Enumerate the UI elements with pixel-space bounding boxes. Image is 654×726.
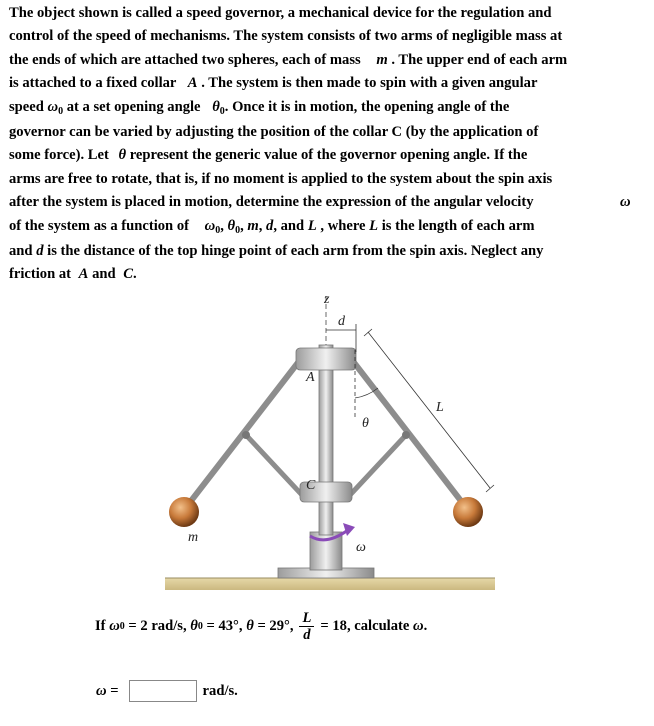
- denominator: d: [303, 627, 311, 643]
- var-m: m: [376, 51, 388, 68]
- text: and: [92, 266, 116, 283]
- text: .: [423, 618, 428, 634]
- var-theta: θ: [227, 217, 236, 234]
- numerator: L: [299, 610, 314, 627]
- var-m: m: [247, 217, 259, 234]
- problem-line: [9, 144, 649, 167]
- text: If: [95, 618, 106, 634]
- text: control of the speed of mechanisms. The system consists of two arms of negligible mass at: [9, 28, 563, 45]
- text: is the length of each arm: [381, 217, 535, 234]
- text: at a set opening angle: [66, 98, 201, 115]
- left-joint: [242, 431, 250, 439]
- text: is the distance of the top hinge point of each arm from the spin axis. Neglect any: [47, 242, 544, 259]
- spin-shaft: [319, 345, 333, 535]
- omega-arrowhead: [343, 523, 355, 536]
- label-d: d: [338, 314, 345, 329]
- label-A: A: [306, 370, 315, 385]
- text: ,: [240, 217, 248, 234]
- left-sphere: [169, 497, 199, 527]
- var-theta: θ: [190, 618, 198, 634]
- theta0-value: = 43°,: [206, 618, 243, 634]
- governor-diagram: [150, 290, 510, 610]
- problem-line: [9, 191, 649, 214]
- problem-line: [9, 121, 649, 144]
- omega0-value: = 2 rad/s,: [128, 618, 187, 634]
- text: , and: [273, 217, 308, 234]
- text: and: [9, 242, 33, 259]
- L-over-d-fraction: [299, 610, 314, 643]
- var-omega: ω: [620, 194, 631, 211]
- text: represent the generic value of the governor opening angle. If the: [129, 147, 528, 164]
- var-L: L: [369, 217, 379, 234]
- omega-answer-input[interactable]: [129, 680, 197, 702]
- label-theta: θ: [362, 416, 369, 431]
- equals: =: [110, 682, 119, 699]
- text: , where: [320, 217, 366, 234]
- text: speed: [9, 98, 44, 115]
- right-joint: [402, 431, 410, 439]
- problem-line: [9, 2, 649, 25]
- text: after the system is placed in motion, determine the expression of the angular velocity: [9, 194, 534, 211]
- text: of the system as a function of: [9, 217, 189, 234]
- text: friction at: [9, 266, 72, 283]
- L-tick-bottom: [486, 485, 494, 492]
- problem-line: [9, 168, 649, 191]
- var-omega: ω: [47, 98, 59, 115]
- ratio-value: = 18, calculate: [320, 618, 410, 634]
- problem-line: [9, 25, 649, 48]
- subscript: 0: [197, 621, 203, 632]
- label-omega: ω: [356, 540, 366, 555]
- subscript: 0: [119, 621, 125, 632]
- text: ,: [258, 217, 267, 234]
- problem-line: [9, 240, 649, 263]
- text: is attached to a fixed collar: [9, 75, 177, 92]
- var-omega: ω: [204, 217, 216, 234]
- subscript: 0: [235, 224, 241, 236]
- subscript: 0: [58, 105, 64, 117]
- text: . The upper end of each arm: [391, 51, 568, 68]
- text: the ends of which are attached two spheres, each of mass: [9, 51, 361, 68]
- collar-A: [296, 348, 356, 370]
- right-link: [350, 435, 406, 495]
- problem-line: [9, 72, 649, 95]
- var-omega: ω: [413, 618, 424, 634]
- label-m: m: [188, 530, 199, 545]
- theta-value: = 29°,: [257, 618, 294, 634]
- label-L: L: [436, 400, 444, 415]
- var-omega: ω: [109, 618, 120, 634]
- var-theta: θ: [246, 618, 254, 634]
- var-A: A: [78, 266, 89, 283]
- L-dimension: [368, 332, 490, 488]
- ground-base: [165, 578, 495, 590]
- text: .: [132, 266, 137, 283]
- text: The object shown is called a speed governor, a mechanical device for the regulation and: [9, 5, 552, 21]
- text: arms are free to rotate, that is, if no moment is applied to the system about the spin axis: [9, 170, 553, 187]
- var-C: C: [123, 266, 133, 283]
- label-z: z: [324, 292, 330, 307]
- text: . The system is then made to spin with a given angular: [201, 75, 538, 92]
- var-theta: θ: [118, 147, 127, 164]
- problem-statement: [9, 2, 649, 287]
- var-d: d: [36, 242, 44, 259]
- var-d: d: [266, 217, 274, 234]
- var-L: L: [307, 217, 317, 234]
- speed-governor-figure: [150, 290, 510, 610]
- unit-label: rad/s.: [202, 682, 238, 699]
- problem-line: [9, 263, 649, 286]
- var-A: A: [187, 75, 198, 92]
- problem-line: [9, 49, 649, 72]
- label-C: C: [306, 478, 316, 493]
- text: ,: [220, 217, 228, 234]
- var-theta: θ: [212, 98, 220, 115]
- problem-line: [9, 215, 649, 238]
- var-omega: ω: [96, 682, 107, 699]
- text: some force). Let: [9, 147, 109, 164]
- text: . Once it is in motion, the opening angle of the: [224, 98, 510, 115]
- right-sphere: [453, 497, 483, 527]
- text: governor can be varied by adjusting the position of the collar C (by the application of: [9, 123, 539, 140]
- left-link: [246, 435, 302, 495]
- subscript: 0: [219, 105, 225, 117]
- answer-row: [96, 680, 238, 702]
- given-values: [95, 610, 427, 643]
- problem-line: [9, 96, 649, 119]
- subscript: 0: [215, 224, 221, 236]
